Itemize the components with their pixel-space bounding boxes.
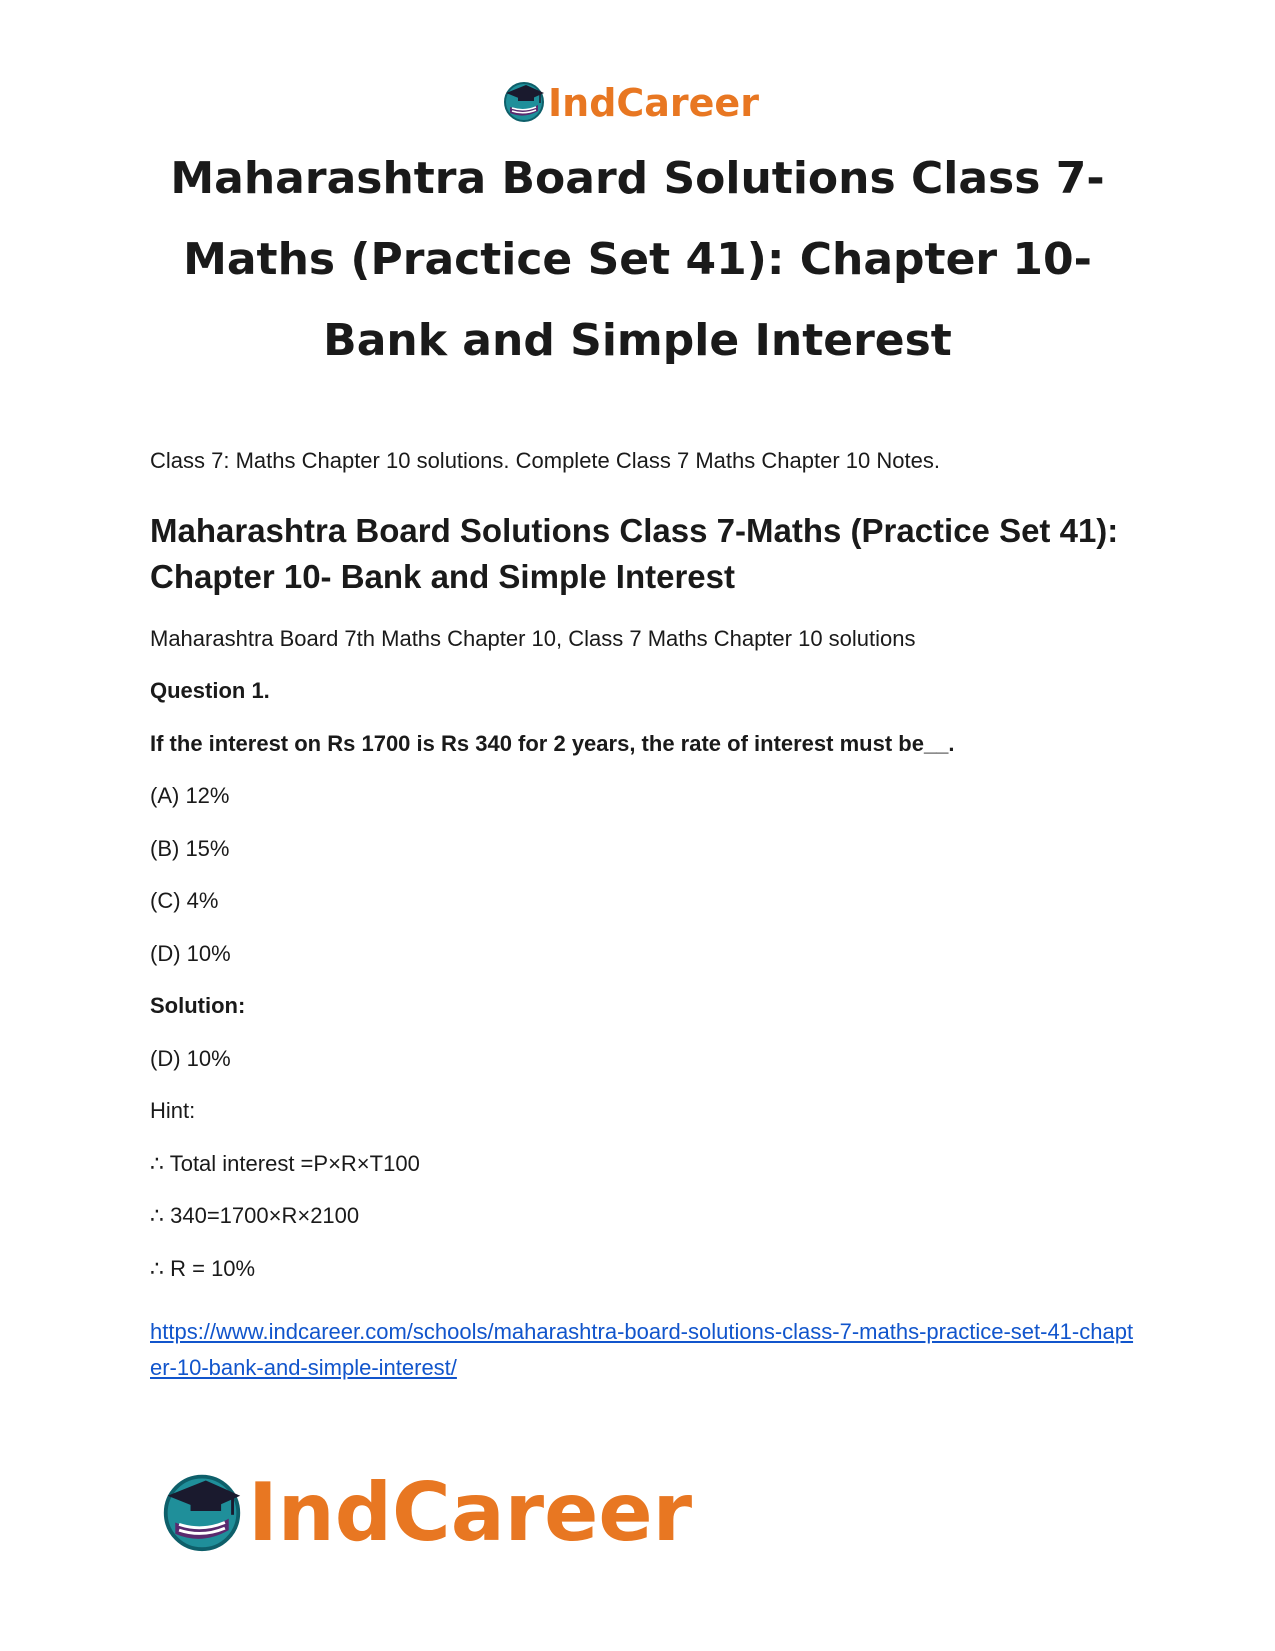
option-a: (A) 12%: [150, 783, 230, 808]
hint-step: ∴ R = 10%: [150, 1256, 256, 1281]
hint-label: Hint:: [150, 1098, 196, 1123]
solution-answer: (D) 10%: [150, 1046, 231, 1071]
option-b: (B) 15%: [150, 836, 230, 861]
footer-logo: [160, 1468, 692, 1558]
page-title: Maharashtra Board Solutions Class 7-Maths (Practice Set 41): Chapter 10- Bank and Simple Interest: [170, 153, 1105, 366]
option-d: (D) 10%: [150, 941, 231, 966]
question-label: Question 1.: [150, 678, 270, 703]
subtitle-text: Maharashtra Board 7th Maths Chapter 10, Class 7 Maths Chapter 10 solutions: [150, 626, 916, 651]
question-text: If the interest on Rs 1700 is Rs 340 for 2 years, the rate of interest must be__.: [150, 731, 955, 756]
source-link[interactable]: https://www.indcareer.com/schools/maharashtra-board-solutions-class-7-maths-practice-set-41-chapter-10-bank-and-simple-interest/: [150, 1319, 1134, 1380]
graduation-cap-globe-icon: [502, 79, 546, 128]
graduation-cap-globe-icon: [160, 1469, 244, 1558]
intro-text: Class 7: Maths Chapter 10 solutions. Complete Class 7 Maths Chapter 10 Notes.: [150, 448, 940, 473]
brand-name: IndCareer: [548, 81, 759, 125]
section-heading: Maharashtra Board Solutions Class 7-Maths (Practice Set 41): Chapter 10- Bank and Simple Interest: [150, 512, 1119, 595]
option-c: (C) 4%: [150, 888, 219, 913]
header-logo: [502, 78, 759, 128]
hint-step: ∴ Total interest =P×R×T100: [150, 1151, 420, 1176]
solution-label: Solution:: [150, 993, 246, 1018]
hint-step: ∴ 340=1700×R×2100: [150, 1203, 360, 1228]
brand-name: IndCareer: [248, 1466, 693, 1559]
